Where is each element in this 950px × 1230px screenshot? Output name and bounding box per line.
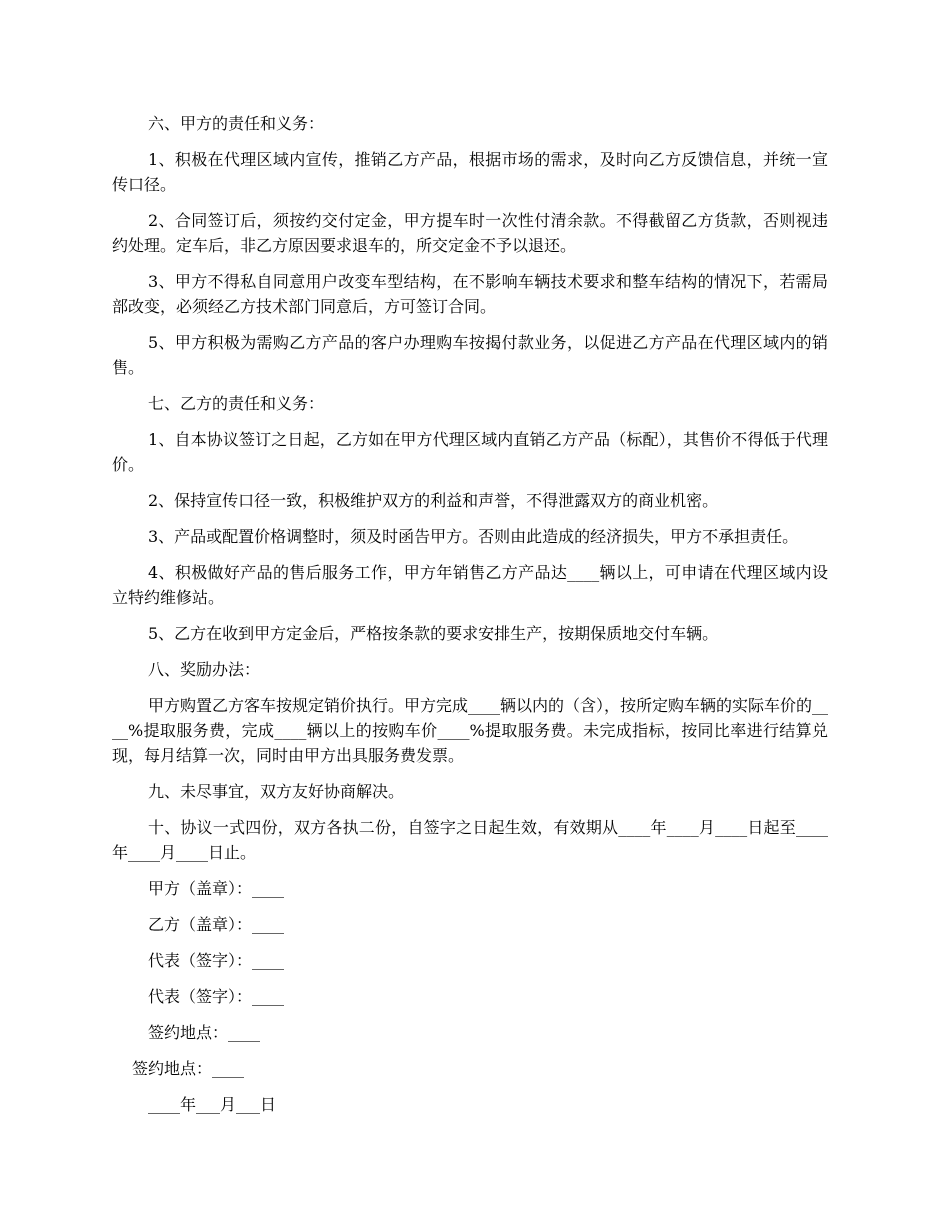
section-heading-rewards: 八、奖励办法： — [148, 660, 261, 679]
clause-b-2: 2、保持宣传口径一致，积极维护双方的利益和声誉，不得泄露双方的商业机密。 — [148, 491, 719, 510]
signature-place-1: 签约地点：____ — [148, 1023, 261, 1042]
clause-rewards: 甲方购置乙方客车按规定销价执行。甲方完成____辆以内的（含），按所定购车辆的实际车价的____%提取服务费，完成____辆以上的按购车价____%提取服务费。未完成指标，按同比率进行结算兑现，每月结算一次，同时由甲方出具服务费发票。 — [112, 696, 829, 765]
signature-date-line: ____年___月___日 — [148, 1095, 277, 1114]
clause-a-3: 3、甲方不得私自同意用户改变车型结构，在不影响车辆技术要求和整车结构的情况下，若需局部改变，必须经乙方技术部门同意后，方可签订合同。 — [112, 272, 828, 316]
clause-b-1: 1、自本协议签订之日起，乙方如在甲方代理区域内直销乙方产品（标配），其售价不得低于代理价。 — [112, 430, 828, 474]
clause-a-2: 2、合同签订后，须按约交付定金，甲方提车时一次性付清余款。不得截留乙方货款，否则视违约处理。定车后，非乙方原因要求退车的，所交定金不予以退还。 — [112, 211, 828, 255]
signature-party-b-seal: 乙方（盖章）：____ — [148, 915, 285, 934]
signature-representative-1: 代表（签字）：____ — [148, 951, 285, 970]
signature-representative-2: 代表（签字）：____ — [148, 987, 285, 1006]
signature-place-2: 签约地点：____ — [132, 1059, 245, 1078]
clause-b-3: 3、产品或配置价格调整时，须及时函告甲方。否则由此造成的经济损失，甲方不承担责任。 — [148, 527, 799, 546]
section-heading-party-b-duties: 七、乙方的责任和义务： — [148, 394, 325, 413]
clause-b-5: 5、乙方在收到甲方定金后，严格按条款的要求安排生产，按期保质地交付车辆。 — [148, 624, 719, 643]
section-heading-party-a-duties: 六、甲方的责任和义务： — [148, 114, 325, 133]
clause-copies-validity: 十、协议一式四份，双方各执二份，自签字之日起生效，有效期从____年____月____日起至____年____月____日止。 — [112, 818, 828, 862]
clause-b-4: 4、积极做好产品的售后服务工作，甲方年销售乙方产品达____辆以上，可申请在代理区域内设立特约维修站。 — [112, 563, 828, 607]
clause-unresolved-matters: 九、未尽事宜，双方友好协商解决。 — [148, 782, 405, 801]
document-body — [112, 111, 828, 1128]
signature-party-a-seal: 甲方（盖章）：____ — [148, 879, 285, 898]
clause-a-1: 1、积极在代理区域内宣传，推销乙方产品，根据市场的需求，及时向乙方反馈信息，并统一宣传口径。 — [112, 150, 828, 194]
clause-a-5: 5、甲方积极为需购乙方产品的客户办理购车按揭付款业务，以促进乙方产品在代理区域内的销售。 — [112, 333, 828, 377]
